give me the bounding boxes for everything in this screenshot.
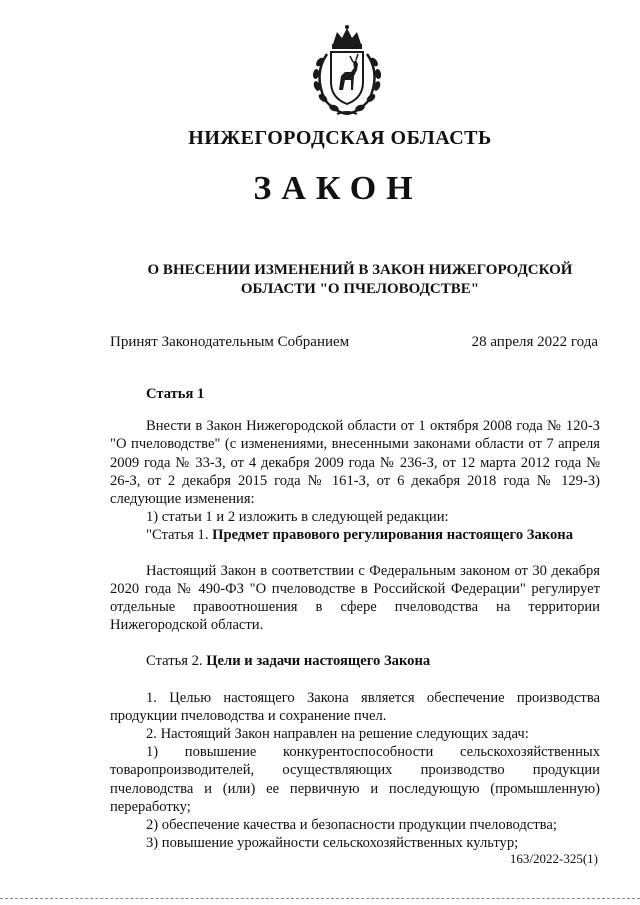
law-title [130,261,590,299]
section-2-paragraph-2: 2. Настоящий Закон направлен на решение следующих задач: [146,726,529,743]
section-2-paragraph-1: 1. Целью настоящего Закона является обеспечение производства продукции пчеловодства и сохранение пчел. [110,689,600,724]
section-1-prefix: "Статья 1. [146,527,213,544]
law-title-line-2: ОБЛАСТИ "О ПЧЕЛОВОДСТВЕ" [240,281,480,297]
document-type: ЗАКОН [253,170,423,207]
article-1-section-1-heading [110,526,600,544]
document-number: 163/2022-325(1) [509,851,598,866]
law-title-line-1: О ВНЕСЕНИИ ИЗМЕНЕНИЙ В ЗАКОН НИЖЕГОРОДСКОЙ [147,262,573,278]
section-2-task-1: 1) повышение конкурентоспособности сельскохозяйственных товаропроизводителей, осуществляющих производство продукции пчеловодства и (или) ее первичную и последующую (промышленную) переработку; [110,744,600,815]
article-1-heading: Статья 1 [146,386,205,402]
article-1-item-1: 1) статьи 1 и 2 изложить в следующей редакции: [146,509,449,526]
article-1-intro: Внести в Закон Нижегородской области от 1 октября 2008 года № 120-З "О пчеловодстве" (с изменениями, внесенными законами области от 7 апреля 2009 года № 33-З, от 4 декабря 2009 года № 236-З, от 12 марта 2012 года № 26-З, от 2 декабря 2015 года № 161-З, от 6 декабря 2018 года № 129-З) следующие изменения: [110,418,600,508]
section-2-task-2: 2) обеспечение качества и безопасности продукции пчеловодства; [146,817,557,834]
region-name: НИЖЕГОРОДСКАЯ ОБЛАСТЬ [188,127,492,149]
adoption-date: 28 апреля 2022 года [471,334,598,350]
section-2-prefix: Статья 2. [146,653,207,670]
section-1-title: Предмет правового регулирования настоящего Закона [212,527,573,544]
section-2-title: Цели и задачи настоящего Закона [206,653,431,670]
article-1-section-2-heading [110,652,600,670]
adoption-text: Принят Законодательным Собранием [110,334,350,350]
law-body [110,385,600,852]
page-edge-divider [0,898,640,899]
article-1-section-1-text: Настоящий Закон в соответствии с Федеральным законом от 30 декабря 2020 года № 490-ФЗ "О пчеловодстве в Российской Федерации" регулирует отдельные правоотношения в сфере пчеловодства на территории Нижегородской области. [110,562,600,634]
section-2-task-3: 3) повышение урожайности сельскохозяйственных культур; [146,835,519,852]
coat-of-arms-icon [303,24,391,120]
